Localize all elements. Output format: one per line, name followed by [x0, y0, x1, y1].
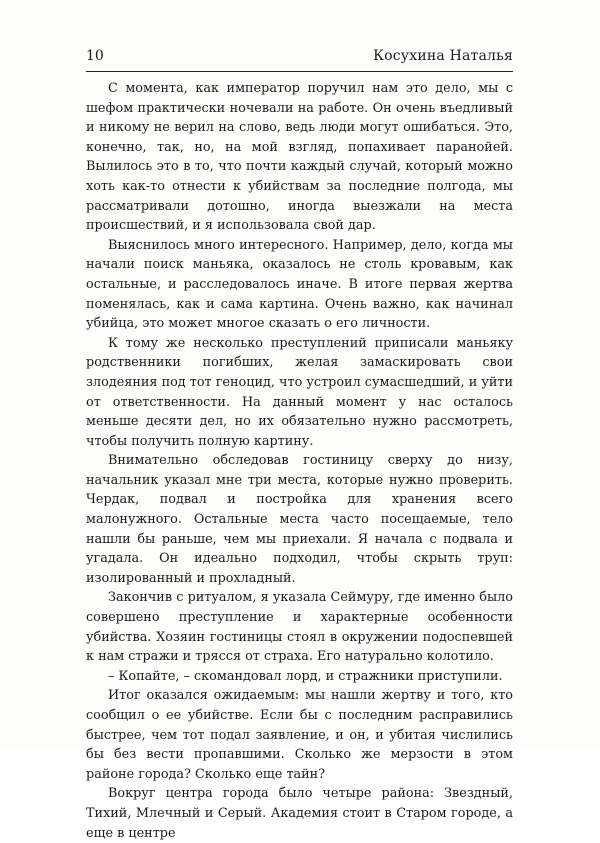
body-text: [86, 79, 513, 843]
paragraph: С момента, как император поручил нам это дело, мы с шефом практически ночевали на работе. Он очень въедливый и никому не верил на слово, ведь люди могут ошибаться. Это, конечно, так, но, на мой взгляд, попахивает паранойей. Вылилось это в то, что почти каждый случай, который можно хоть как-то отнести к убийствам за последние полгода, мы рассматривали дотошно, иногда выезжали на места происшествий, и я использовала свой дар.: [86, 81, 513, 234]
header-rule: [86, 71, 513, 72]
paragraph: К тому же несколько преступлений приписали маньяку родственники погибших, желая замаскировать свои злодеяния под тот геноцид, что устроил сумасшедший, и уйти от ответственности. На данный момент у нас осталось меньше десяти дел, но их обязательно нужно рассмотреть, чтобы получить полную картину.: [86, 335, 513, 449]
running-title: Косухина Наталья: [373, 48, 513, 64]
paragraph: – Копайте, – скомандовал лорд, и стражники приступили.: [108, 668, 503, 684]
paragraph: Вокруг центра города было четыре района: Звездный, Тихий, Млечный и Серый. Академия стоит в Старом городе, а еще в центре: [86, 786, 513, 841]
paragraph: Закончив с ритуалом, я указала Сеймуру, где именно было совершено преступление и характерные особенности убийства. Хозяин гостиницы стоял в окружении подоспевшей к нам стражи и трясся от страха. Его натурально колотило.: [86, 590, 513, 665]
page-header: [86, 48, 513, 68]
paragraph: Внимательно обследовав гостиницу сверху до низу, начальник указал мне три места, которые нужно проверить. Чердак, подвал и постройка для хранения всего малонужного. Остальные места часто посещаемые, тело нашли бы раньше, чем мы приехали. Я начала с подвала и угадала. Он идеально подходил, чтобы скрыть труп: изолированный и прохладный.: [86, 453, 513, 586]
paragraph: Итог оказался ожидаемым: мы нашли жертву и того, кто сообщил о ее убийстве. Если бы с последним расправились быстрее, чем тот подал заявление, и он, и убитая числились бы без вести пропавшими. Сколько же мерзости в этом районе города? Сколько еще тайн?: [86, 688, 513, 782]
page-number: 10: [86, 48, 104, 64]
paragraph: Выяснилось много интересного. Например, дело, когда мы начали поиск маньяка, оказалось не столь кровавым, как остальные, и расследовалось иначе. В итоге первая жертва поменялась, как и сама картина. Очень важно, как начинал убийца, это может многое сказать о его личности.: [86, 237, 513, 332]
